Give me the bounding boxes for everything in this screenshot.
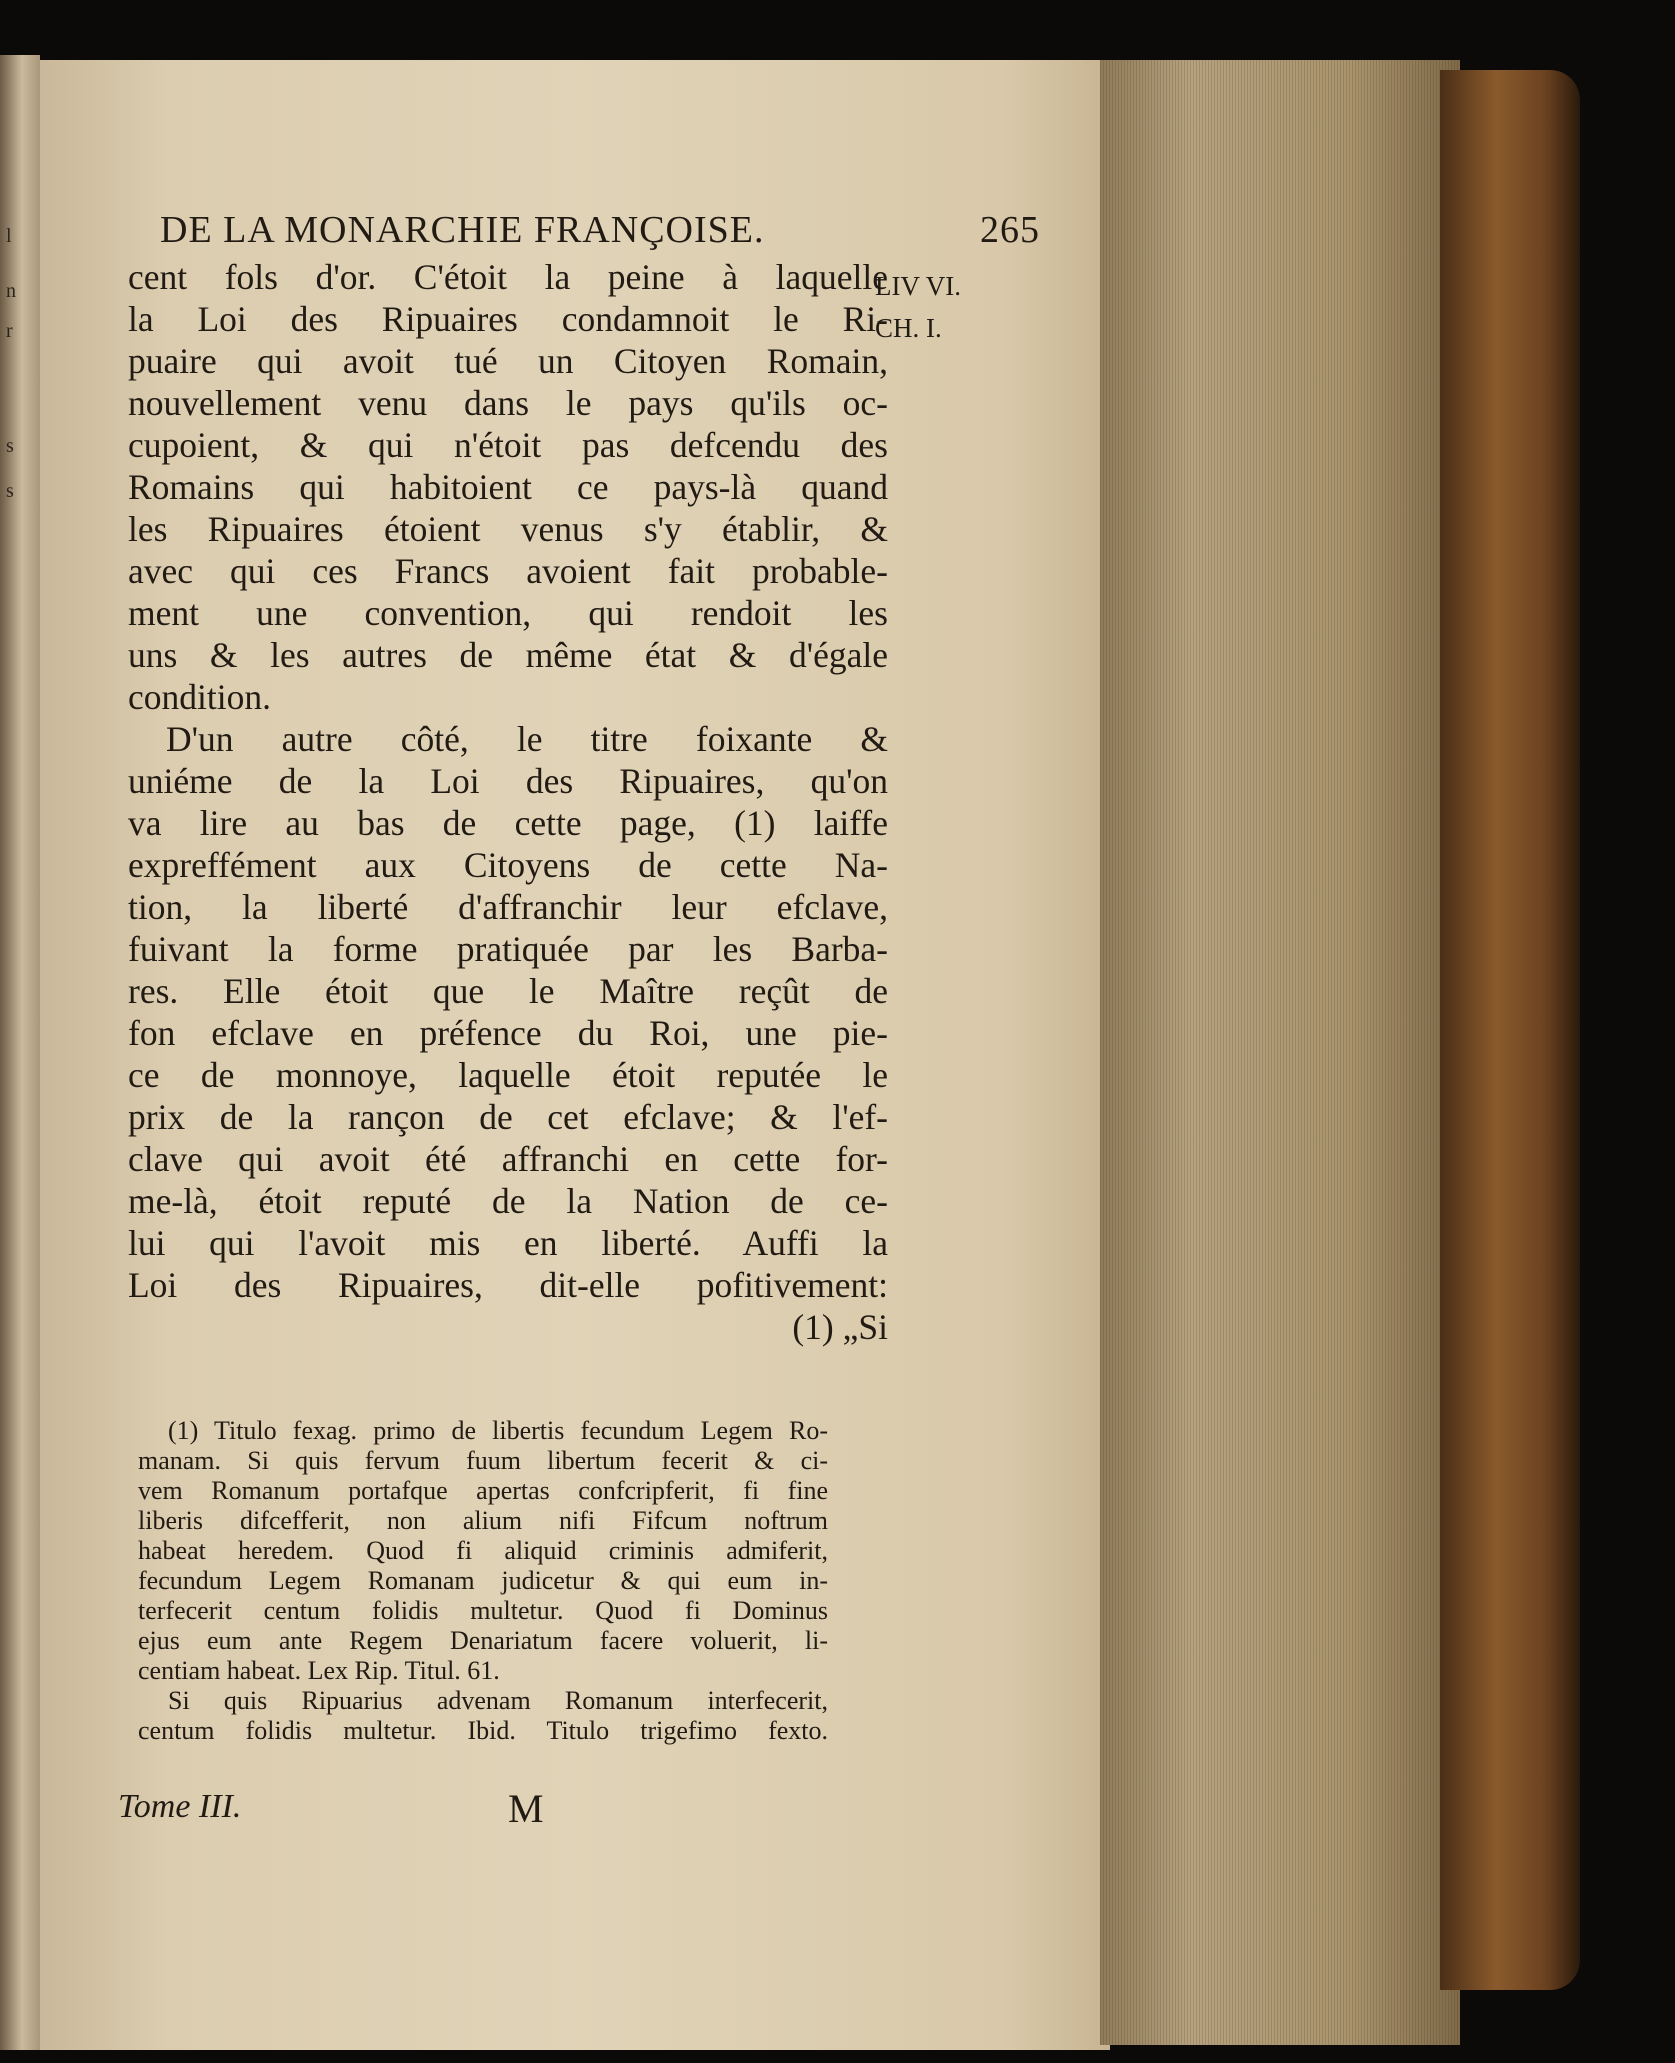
text-line: ment une convention, qui rendoit les: [128, 593, 888, 633]
footnote-line: Si quis Ripuarius advenam Romanum interfecerit,: [168, 1686, 828, 1715]
text-line: ce de monnoye, laquelle étoit reputée le: [128, 1055, 888, 1095]
footnote-line: centum folidis multetur. Ibid. Titulo trigefimo fexto.: [138, 1716, 828, 1745]
text-line: cupoient, & qui n'étoit pas defcendu des: [128, 425, 888, 465]
text-line: va lire au bas de cette page, (1) laiffe: [128, 803, 888, 843]
text-line: me-là, étoit reputé de la Nation de ce-: [128, 1181, 888, 1221]
text-line: cent fols d'or. C'étoit la peine à laquelle: [128, 257, 888, 297]
text-line: tion, la liberté d'affranchir leur efclave,: [128, 887, 888, 927]
text-line: avec qui ces Francs avoient fait probable-: [128, 551, 888, 591]
text-line: clave qui avoit été affranchi en cette for-: [128, 1139, 888, 1179]
marginal-note-book: LIV VI.: [875, 271, 961, 301]
footnote-line: centiam habeat. Lex Rip. Titul. 61.: [138, 1656, 500, 1685]
footnote-line: manam. Si quis fervum fuum libertum fecerit & ci-: [138, 1446, 828, 1475]
running-title: DE LA MONARCHIE FRANÇOISE.: [160, 209, 765, 251]
marginal-note-chapter: CH. I.: [875, 313, 942, 343]
footnote-line: (1) Titulo fexag. primo de libertis fecundum Legem Ro-: [168, 1416, 828, 1445]
page-edges: [1100, 60, 1460, 2045]
book-page: [40, 60, 1110, 2050]
text-line: uniéme de la Loi des Ripuaires, qu'on: [128, 761, 888, 801]
text-line: lui qui l'avoit mis en liberté. Auffi la: [128, 1223, 888, 1263]
book-binding: [1440, 70, 1580, 1990]
footnote-line: fecundum Legem Romanam judicetur & qui eum in-: [138, 1566, 828, 1595]
page-number: 265: [980, 209, 1040, 251]
footnotes: [138, 1416, 828, 1746]
facing-page-fragment: s: [6, 480, 14, 502]
text-line: D'un autre côté, le titre foixante &: [166, 719, 888, 759]
text-line: Loi des Ripuaires, dit-elle pofitivement:: [128, 1265, 888, 1305]
text-line: nouvellement venu dans le pays qu'ils oc-: [128, 383, 888, 423]
footnote-line: liberis difcefferit, non alium nifi Fifcum noftrum: [138, 1506, 828, 1535]
text-line: prix de la rançon de cet efclave; & l'ef-: [128, 1097, 888, 1137]
text-line: Romains qui habitoient ce pays-là quand: [128, 467, 888, 507]
facing-page-fragment: s: [6, 435, 14, 457]
text-line: la Loi des Ripuaires condamnoit le Ri-: [128, 299, 888, 339]
facing-page-fragment: r: [6, 320, 13, 342]
text-line: condition.: [128, 677, 271, 717]
text-line: uns & les autres de même état & d'égale: [128, 635, 888, 675]
facing-page-fragment: l: [6, 225, 12, 247]
footnote-line: vem Romanum portafque apertas confcripferit, fi fine: [138, 1476, 828, 1505]
footnote-line: ejus eum ante Regem Denariatum facere voluerit, li-: [138, 1626, 828, 1655]
text-line: fuivant la forme pratiquée par les Barba-: [128, 929, 888, 969]
body-text: [128, 256, 888, 1348]
facing-page-fragment: n: [6, 280, 16, 302]
volume-signature: Tome III.: [118, 1788, 242, 1825]
footnote-line: habeat heredem. Quod fi aliquid criminis admiferit,: [138, 1536, 828, 1565]
text-line: expreffément aux Citoyens de cette Na-: [128, 845, 888, 885]
text-line: les Ripuaires étoient venus s'y établir, &: [128, 509, 888, 549]
signature-mark: M: [508, 1786, 544, 1831]
footnote-line: terfecerit centum folidis multetur. Quod fi Dominus: [138, 1596, 828, 1625]
catchword: (1) „Si: [792, 1307, 888, 1347]
text-line: puaire qui avoit tué un Citoyen Romain,: [128, 341, 888, 381]
text-line: fon efclave en préfence du Roi, une pie-: [128, 1013, 888, 1053]
facing-page-edge: [0, 55, 40, 2050]
text-line: res. Elle étoit que le Maître reçût de: [128, 971, 888, 1011]
running-header: [160, 208, 1060, 252]
